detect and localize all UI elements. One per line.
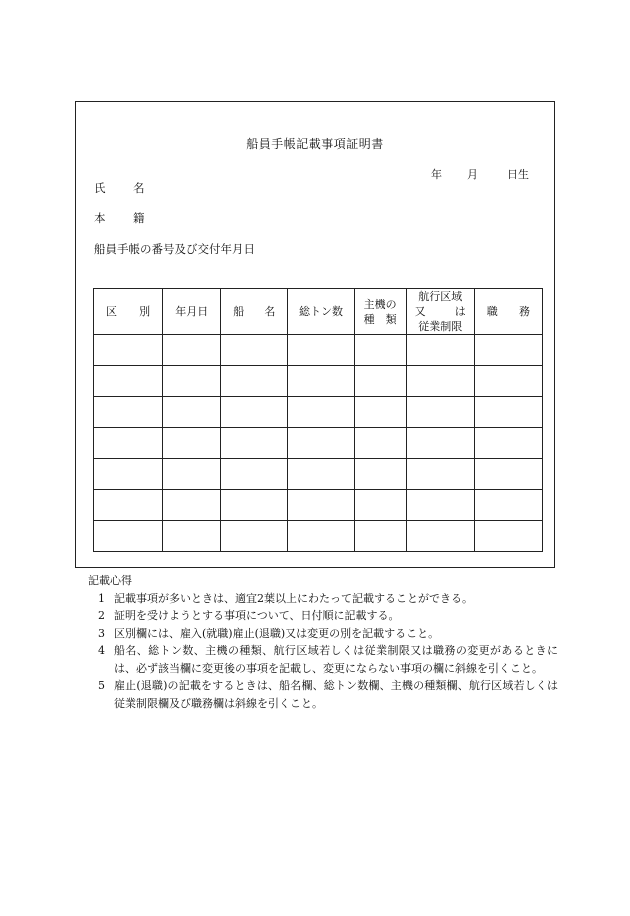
cell-ship-name[interactable] — [221, 335, 288, 366]
cell-ship-name[interactable] — [221, 521, 288, 552]
cell-date[interactable] — [163, 366, 221, 397]
notes-section — [88, 572, 558, 712]
cell-duty[interactable] — [474, 335, 542, 366]
cell-kubetsu[interactable] — [94, 459, 163, 490]
record-table-body — [94, 335, 543, 552]
cell-kubetsu[interactable] — [94, 490, 163, 521]
cell-ship-name[interactable] — [221, 459, 288, 490]
cell-navigation-area[interactable] — [406, 459, 474, 490]
cell-navigation-area[interactable] — [406, 428, 474, 459]
cell-date[interactable] — [163, 428, 221, 459]
header-gross-tonnage: 総トン数 — [288, 289, 354, 335]
cell-duty[interactable] — [474, 366, 542, 397]
cell-gross-tonnage[interactable] — [288, 428, 354, 459]
domicile-field-label: 本 籍 — [94, 211, 153, 225]
table-row — [94, 397, 543, 428]
cell-navigation-area[interactable] — [406, 521, 474, 552]
note-item: 2 証明を受けようとする事項について、日付順に記載する。 — [98, 609, 400, 622]
header-navigation-area: 航行区域 又 は 従業制限 — [406, 289, 474, 335]
cell-ship-name[interactable] — [221, 428, 288, 459]
note-item: 4 船名、総トン数、主機の種類、航行区域若しくは従業制限又は職務の変更があるときには、必ず該当欄に変更後の事項を記載し、変更にならない事項の欄に斜線を引くこと。 — [98, 644, 558, 675]
cell-engine-type[interactable] — [354, 490, 406, 521]
cell-ship-name[interactable] — [221, 366, 288, 397]
cell-date[interactable] — [163, 397, 221, 428]
cell-navigation-area[interactable] — [406, 335, 474, 366]
birth-day-label: 日生 — [507, 168, 529, 181]
cell-navigation-area[interactable] — [406, 366, 474, 397]
cell-duty[interactable] — [474, 521, 542, 552]
cell-engine-type[interactable] — [354, 521, 406, 552]
cell-engine-type[interactable] — [354, 397, 406, 428]
header-kubetsu: 区 別 — [94, 289, 163, 335]
cell-duty[interactable] — [474, 459, 542, 490]
cell-ship-name[interactable] — [221, 490, 288, 521]
note-item: 3 区別欄には、雇入(就職)雇止(退職)又は変更の別を記載すること。 — [98, 626, 440, 640]
cell-navigation-area[interactable] — [406, 490, 474, 521]
cell-gross-tonnage[interactable] — [288, 397, 354, 428]
cell-kubetsu[interactable] — [94, 335, 163, 366]
form-title: 船員手帳記載事項証明書 — [246, 137, 384, 151]
cell-gross-tonnage[interactable] — [288, 335, 354, 366]
note-item: 5 雇止(退職)の記載をするときは、船名欄、総トン数欄、主機の種類欄、航行区域若しくは従業制限欄及び職務欄は斜線を引くこと。 — [98, 679, 558, 710]
cell-date[interactable] — [163, 521, 221, 552]
cell-date[interactable] — [163, 459, 221, 490]
certificate-form — [75, 101, 555, 568]
header-duty: 職 務 — [474, 289, 542, 335]
table-row — [94, 521, 543, 552]
cell-gross-tonnage[interactable] — [288, 490, 354, 521]
table-row — [94, 428, 543, 459]
cell-kubetsu[interactable] — [94, 366, 163, 397]
cell-engine-type[interactable] — [354, 335, 406, 366]
cell-date[interactable] — [163, 335, 221, 366]
cell-kubetsu[interactable] — [94, 397, 163, 428]
cell-duty[interactable] — [474, 490, 542, 521]
cell-duty[interactable] — [474, 397, 542, 428]
cell-engine-type[interactable] — [354, 366, 406, 397]
name-field-label: 氏 名 — [94, 181, 153, 195]
cell-gross-tonnage[interactable] — [288, 521, 354, 552]
table-row — [94, 366, 543, 397]
header-date: 年月日 — [163, 289, 221, 335]
birth-month-label: 月 — [467, 168, 478, 181]
cell-duty[interactable] — [474, 428, 542, 459]
cell-ship-name[interactable] — [221, 397, 288, 428]
cell-navigation-area[interactable] — [406, 397, 474, 428]
table-header-row — [94, 289, 543, 335]
table-row — [94, 335, 543, 366]
record-table — [93, 288, 543, 552]
cell-kubetsu[interactable] — [94, 428, 163, 459]
cell-kubetsu[interactable] — [94, 521, 163, 552]
table-row — [94, 490, 543, 521]
cell-engine-type[interactable] — [354, 428, 406, 459]
seaman-book-field-label: 船員手帳の番号及び交付年月日 — [94, 242, 255, 256]
cell-date[interactable] — [163, 490, 221, 521]
cell-engine-type[interactable] — [354, 459, 406, 490]
notes-heading: 記載心得 — [88, 574, 132, 587]
note-item: 1 記載事項が多いときは、適宜2葉以上にわたって記載することができる。 — [98, 591, 473, 605]
birth-date-line — [431, 166, 547, 182]
table-row — [94, 459, 543, 490]
header-engine-type: 主機の 種 類 — [354, 289, 406, 335]
birth-year-label: 年 — [431, 168, 442, 181]
header-ship-name: 船 名 — [221, 289, 288, 335]
cell-gross-tonnage[interactable] — [288, 459, 354, 490]
cell-gross-tonnage[interactable] — [288, 366, 354, 397]
